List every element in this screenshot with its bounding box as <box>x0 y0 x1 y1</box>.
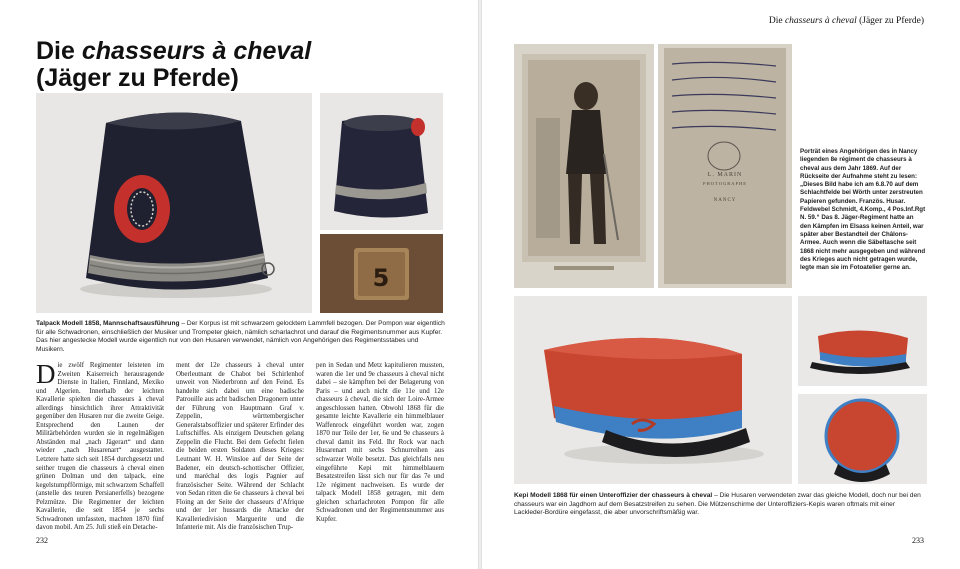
column1-text: ie zwölf Regimenter leisteten im Zweiten Kaiserreich herausragende Dienste in Italien, Finnland, Mexiko und Algerien. Innerhalb der leichten Kavallerie spielten die chasseurs à cheval allerdings hinsichtlich ihrer Attraktivität gegenüber den Husaren nur die zweite Geige. Entsprechend den Launen der Militärbehörden wurden sie in regelmäßigen Abständen mal „nach Jägerart“ und dann wieder „nach Husarenart“ ausgestattet. Letztere hatte sich seit 1854 durchgesetzt und seither trugen die chasseurs à cheval einen grünen Dolman und den talpack, eine kegelstumpfförmige, mit schwarzem Schaffell (anstelle des teuren Persianerfells) bezogene Pelzmütze. Die Regimenter der leichten Kavallerie, die seit 1854 je sechs Schwadronen umfassten, machten 1870 fünf davon mobil. Am 25. Juli stieß ein Detache- <box>36 362 164 532</box>
portrait-caption: Porträt eines Angehörigen des in Nancy liegenden 8e régiment de chasseurs à cheval aus dem Jahr 1869. Auf der Rückseite der Aufnahme steht zu lesen: „Dieses Bild habe ich am 6.8.70 auf dem Schlachtfelde bei Wörth unter zerstreuten Papieren gefunden. Französ. Husar. Feldwebel Schmidt, 4.Komp., 4 Pos.Inf.Rgt N. 59.“ Das 8. Jäger-Regiment hatte an den Kämpfen im Elsass keinen Anteil, war später aber Bestandteil der Châlons-Armee. Auch wenn die Säbeltasche seit 1868 nicht mehr ausgegeben und während des Krieges auch nicht getragen wurde, legte man sie im Fotoatelier gerne an. <box>800 148 926 272</box>
left-page <box>0 0 478 569</box>
kepi-main-photo <box>514 296 792 484</box>
talpack-caption-text: – Der Korpus ist mit schwarzem gelocktem Lammfell bezogen. Der Pompon war eigentlich für alle Schwadronen, einschließlich der Musiker und Trompeter gleich, nämlich scharlachrot und darauf die Regimentsnummer aus Kupfer. Das hier angestecke Modell wurde eigentlich nur von den Husaren verwendet, nämlich von Angehörigen des Regimentsstabes und Musikern. <box>36 320 445 353</box>
page-title <box>36 38 311 92</box>
title-italic: chasseurs à cheval <box>81 37 312 65</box>
talpack-main-photo <box>36 93 312 313</box>
talpack-caption <box>36 320 446 354</box>
right-page <box>482 0 960 569</box>
kepi-caption-text: – Die Husaren verwendeten zwar das gleiche Modell, doch nur bei den chasseurs war ein Jagdhorn auf dem Besatzstreifen zu sehen. Die Mützenschirme der Unteroffiziers-Kepis waren oftmals mit einer Lackleder-Bordüre eingefasst, die aber unvorschriftsmäßig war. <box>514 492 921 517</box>
running-head-suffix: (Jäger zu Pferde) <box>856 16 924 26</box>
text-column-1 <box>36 359 164 533</box>
photo-studio-city: NANCY <box>713 198 737 203</box>
running-head-italic: chasseurs à cheval <box>784 16 857 26</box>
column3-text: pen in Sedan und Metz kapitulieren mussten, waren die 1er und 9e chasseurs à cheval nicht dabei – sie kämpften bei der Belagerung von Paris – und auch nicht die 11e und 12e chasseurs à cheval, die sich der Loire-Armee angeschlossen hatten. Obwohl 1868 für die gesamte leichte Kavallerie ein himmelblauer Waffenrock eingeführt worden war, zogen 1870 nur Teile der 1er, 6e und 9e chasseurs à cheval damit ins Feld. Ihr Rock war nach Husarenart mit sechs Schnurreihen aus schwarzer Wolle besetzt. Das gleichfalls neu eingeführte Kepi mit himmelblauem Besatzstreifen lässt sich nur für das 7e und 12e régiment nachweisen. Es wurde der talpack Modell 1858 getragen, mit dem gleichen scharlachroten Pompon für alle Schwadronen und der Regimentsnummer aus Kupfer. <box>316 362 444 523</box>
kepi-top-photo <box>798 394 927 484</box>
page-number-left: 232 <box>36 536 48 545</box>
talpack-side-photo <box>320 93 443 230</box>
portrait-photo <box>514 44 654 288</box>
text-column-2 <box>176 362 304 533</box>
photo-studio-name: L. MARIN <box>707 172 743 178</box>
dropcap: D <box>36 359 56 389</box>
column2-text: ment der 12e chasseurs à cheval unter Oberleutnant de Chabot bei Schirlenhof unweit von Niederbronn auf den Feind. Es handelte sich dabei um eine badische Patrouille aus acht badischen Dragonern unter der Führung von Hauptmann Graf v. Zeppelin, württembergischer Generalstabsoffizier und späterer Erfinder des Luftschiffes. Als einzigem Deutschen gelang Zeppelin die Flucht. Bei dem Gefecht fielen die beiden ersten Soldaten dieses Krieges: Leutnant W. H. Winsloe auf der Seite der Badener, ein deutsch-schottischer Offizier, und maréchal des logis Pagnier auf französischer Seite. Während der Schlacht von Sedan ritten die 6e chasseurs à cheval bei Floing an der Seite der chasseurs d’Afrique und der 1er hussards die Attacke der Kavalleriedivision Marguerite und die Infanterie mit. Als die französischen Trup- <box>176 362 304 532</box>
photo-studio-title: PHOTOGRAPHE <box>703 181 747 186</box>
talpack-caption-title: Talpack Modell 1858, Mannschaftsausführung <box>36 320 180 327</box>
portrait-card-back <box>658 44 792 288</box>
stamp-closeup-photo <box>320 234 443 313</box>
page-number-right: 233 <box>912 536 924 545</box>
text-column-3 <box>316 362 444 524</box>
title-prefix: Die <box>36 37 82 65</box>
kepi-caption-title: Kepi Modell 1868 für einen Unteroffizier der chasseurs à cheval <box>514 492 713 499</box>
kepi-caption <box>514 492 926 518</box>
running-head <box>769 16 924 26</box>
kepi-side-photo <box>798 296 927 386</box>
stamp-number-label: 5 <box>372 264 390 292</box>
running-head-prefix: Die <box>768 16 785 26</box>
title-line2: (Jäger zu Pferde) <box>36 64 239 92</box>
